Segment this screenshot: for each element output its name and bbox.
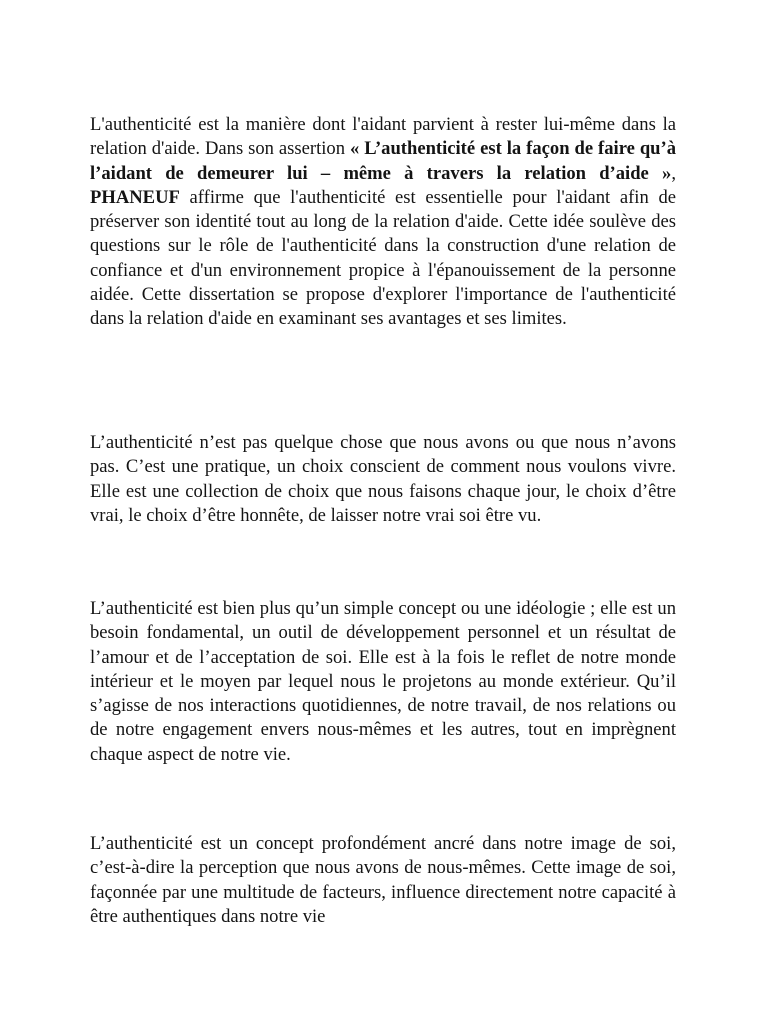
quoted-assertion: « L’authenticité est la façon de faire qu’à l’aidant de demeurer lui – même à travers la relation d’aide » bbox=[90, 138, 676, 184]
paragraph-introduction bbox=[90, 113, 676, 332]
paragraph-text: L’authenticité est bien plus qu’un simple concept ou une idéologie ; elle est un besoin fondamental, un outil de développement personnel et un résultat de l’amour et de l’acceptation de soi. Elle est à la fois le reflet de notre monde intérieur et le moyen par lequel nous le projetons au monde extérieur. Qu’il s’agisse de nos interactions quotidiennes, de notre travail, de nos relations ou de notre engagement envers nous-mêmes et les autres, tout en imprègnent chaque aspect de notre vie. bbox=[90, 598, 676, 765]
intro-text: L'authenticité est la manière dont l'aidant parvient à rester lui-même dans la relation d'aide. Dans son assertion bbox=[90, 114, 676, 160]
intro-comma: , bbox=[671, 162, 676, 184]
paragraph-authenticity-practice bbox=[90, 431, 676, 528]
intro-continuation: affirme que l'authenticité est essentielle pour l'aidant afin de préserver son identité tout au long de la relation d'aide. Cette idée soulève des questions sur le rôle de l'authenticité dans la construction d'une relation de confiance et d'un environnement propice à l'épanouissement de la personne aidée. Cette dissertation se propose d'explorer l'importance de l'authenticité dans la relation d'aide en examinant ses avantages et ses limites. bbox=[90, 186, 676, 330]
author-name: PHANEUF bbox=[90, 186, 180, 208]
paragraph-self-image bbox=[90, 832, 676, 929]
paragraph-authenticity-need bbox=[90, 597, 676, 767]
paragraph-text: L’authenticité n’est pas quelque chose que nous avons ou que nous n’avons pas. C’est une pratique, un choix conscient de comment nous voulons vivre. Elle est une collection de choix que nous faisons chaque jour, le choix d’être vrai, le choix d’être honnête, de laisser notre vrai soi être vu. bbox=[90, 432, 676, 526]
paragraph-text: L’authenticité est un concept profondément ancré dans notre image de soi, c’est-à-dire la perception que nous avons de nous-mêmes. Cette image de soi, façonnée par une multitude de facteurs, influence directement notre capacité à être authentiques dans notre vie bbox=[90, 833, 676, 927]
